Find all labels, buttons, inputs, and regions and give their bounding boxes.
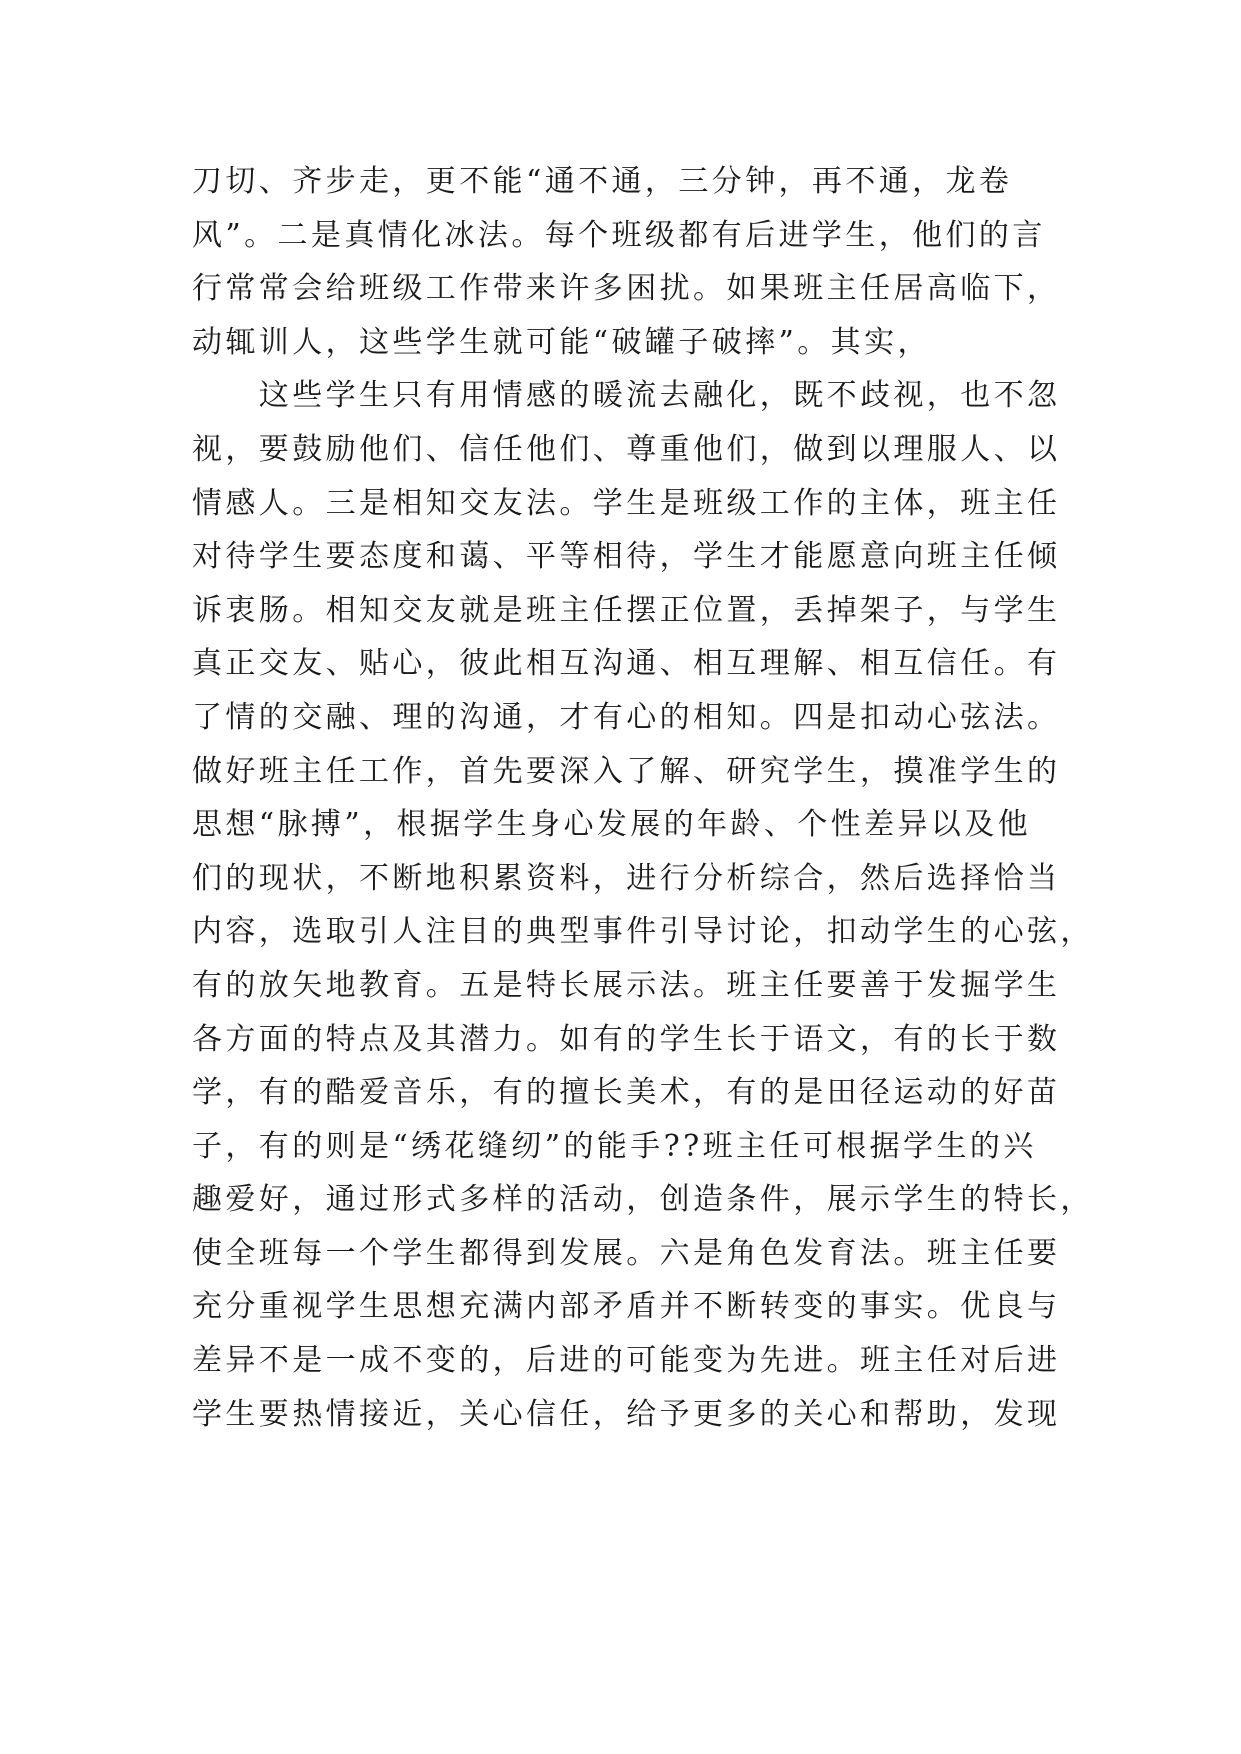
text-line: 子，有的则是“绣花缝纫”的能手??班主任可根据学生的兴 xyxy=(192,1128,1037,1164)
text-line: 真正交友、贴心，彼此相互沟通、相互理解、相互信任。有 xyxy=(192,646,1061,682)
text-line: 行常常会给班级工作带来许多困扰。如果班主任居高临下， xyxy=(192,271,1061,307)
text-line: 各方面的特点及其潜力。如有的学生长于语文，有的长于数 xyxy=(192,1021,1061,1057)
text-line: 有的放矢地教育。五是特长展示法。班主任要善于发掘学生 xyxy=(192,967,1061,1003)
text-line: 了情的交融、理的沟通，才有心的相知。四是扣动心弦法。 xyxy=(192,699,1061,735)
text-line: 内容，选取引人注目的典型事件引导讨论，扣动学生的心弦， xyxy=(192,914,1094,950)
body-text xyxy=(192,155,1094,1441)
text-line: 使全班每一个学生都得到发展。六是角色发育法。班主任要 xyxy=(192,1235,1061,1271)
text-line: 学生要热情接近，关心信任，给予更多的关心和帮助，发现 xyxy=(192,1396,1061,1432)
text-line: 视，要鼓励他们、信任他们、尊重他们，做到以理服人、以 xyxy=(192,431,1061,467)
text-line: 对待学生要态度和蔼、平等相待，学生才能愿意向班主任倾 xyxy=(192,539,1061,575)
text-line: 诉衷肠。相知交友就是班主任摆正位置，丢掉架子，与学生 xyxy=(192,592,1061,628)
text-line: 做好班主任工作，首先要深入了解、研究学生，摸准学生的 xyxy=(192,753,1061,789)
text-line: 们的现状，不断地积累资料，进行分析综合，然后选择恰当 xyxy=(192,860,1061,896)
text-line: 充分重视学生思想充满内部矛盾并不断转变的事实。优良与 xyxy=(192,1289,1061,1325)
text-line: 动辄训人，这些学生就可能“破罐子破摔”。其实， xyxy=(192,324,931,360)
text-line: 思想“脉搏”，根据学生身心发展的年龄、个性差异以及他 xyxy=(192,807,1032,843)
text-line: 趣爱好，通过形式多样的活动，创造条件，展示学生的特长， xyxy=(192,1182,1094,1218)
text-line: 学，有的酷爱音乐，有的擅长美术，有的是田径运动的好苗 xyxy=(192,1075,1061,1111)
text-line: 情感人。三是相知交友法。学生是班级工作的主体，班主任 xyxy=(192,485,1061,521)
text-line: 这些学生只有用情感的暖流去融化，既不歧视，也不忽 xyxy=(192,378,1061,414)
text-line: 风”。二是真情化冰法。每个班级都有后进学生，他们的言 xyxy=(192,217,1046,253)
text-line: 差异不是一成不变的，后进的可能变为先进。班主任对后进 xyxy=(192,1343,1061,1379)
text-line: 刀切、齐步走，更不能“通不通，三分钟，再不通，龙卷 xyxy=(192,164,1013,199)
